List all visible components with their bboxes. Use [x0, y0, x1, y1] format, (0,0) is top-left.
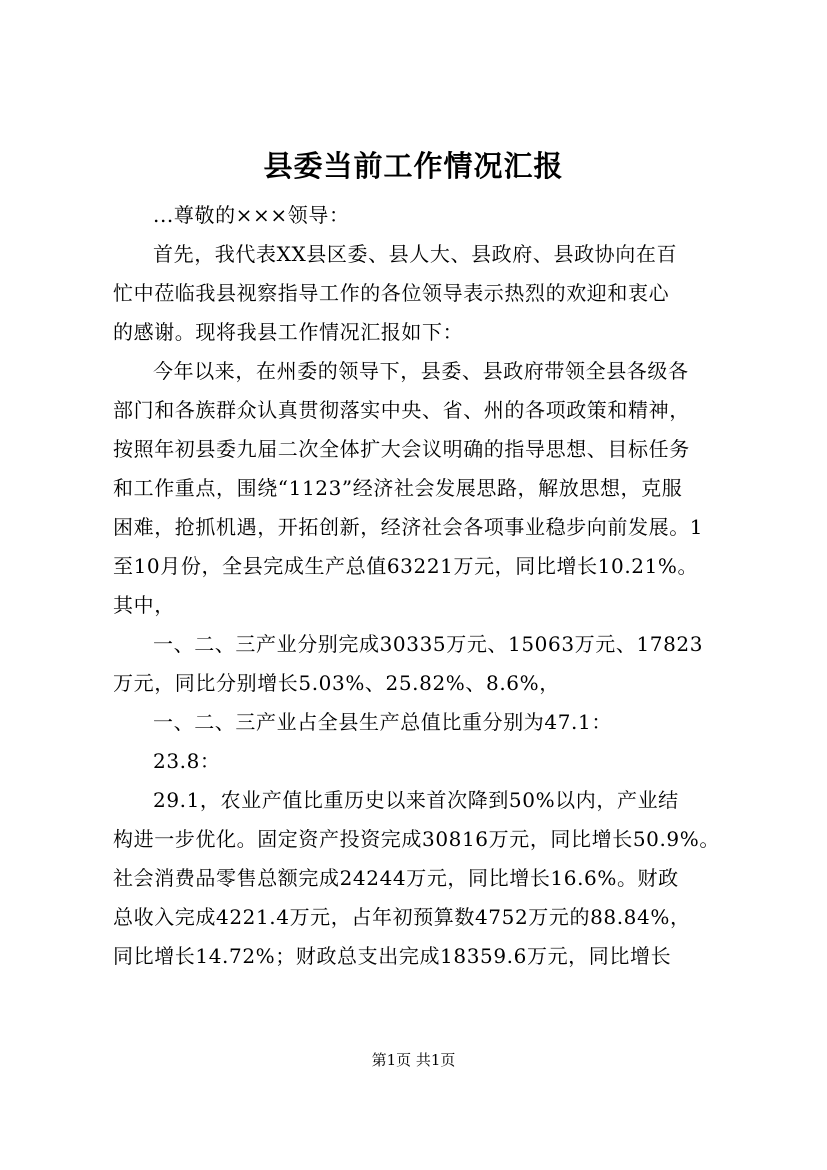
text-line: 一、二、三产业占全县生产总值比重分别为47.1：	[153, 710, 612, 734]
text-line: 的感谢。现将我县工作情况汇报如下：	[113, 320, 464, 344]
text-line: 社会消费品零售总额完成24244万元，同比增长16.6%。财政	[113, 866, 679, 890]
text-line: 忙中莅临我县视察指导工作的各位领导表示热烈的欢迎和衷心	[113, 281, 670, 305]
text-line: 万元，同比分别增长5.03%、25.82%、8.6%，	[113, 671, 560, 695]
text-line: 按照年初县委九届二次全体扩大会议明确的指导思想、目标任务	[113, 437, 690, 461]
page-footer: 第1页 共1页	[371, 1051, 456, 1069]
text-line: 构进一步优化。固定资产投资完成30816万元，同比增长50.9%。	[113, 827, 720, 851]
text-line: 其中，	[113, 593, 175, 617]
text-line: 首先，我代表XX县区委、县人大、县政府、县政协向在百	[153, 242, 678, 266]
text-line: 总收入完成4221.4万元，占年初预算数4752万元的88.84%，	[113, 905, 691, 929]
text-line: 至10月份，全县完成生产总值63221万元，同比增长10.21%。	[113, 554, 699, 578]
text-line: 困难，抢抓机遇，开拓创新，经济社会各项事业稳步向前发展。1	[113, 515, 704, 539]
document-body	[113, 196, 733, 976]
text-line: 同比增长14.72%；财政总支出完成18359.6万元，同比增长	[113, 944, 672, 968]
text-line: 23.8：	[153, 749, 221, 773]
document-title: 县委当前工作情况汇报	[263, 149, 564, 183]
text-line: 和工作重点，围绕“1123”经济社会发展思路，解放思想，克服	[113, 476, 683, 500]
text-line: 一、二、三产业分别完成30335万元、15063万元、17823	[153, 632, 704, 656]
text-line: 29.1，农业产值比重历史以来首次降到50%以内，产业结	[153, 788, 679, 812]
text-line: ...尊敬的×××领导：	[153, 203, 350, 227]
text-line: 部门和各族群众认真贯彻落实中央、省、州的各项政策和精神，	[113, 398, 690, 422]
text-line: 今年以来，在州委的领导下，县委、县政府带领全县各级各	[153, 359, 689, 383]
